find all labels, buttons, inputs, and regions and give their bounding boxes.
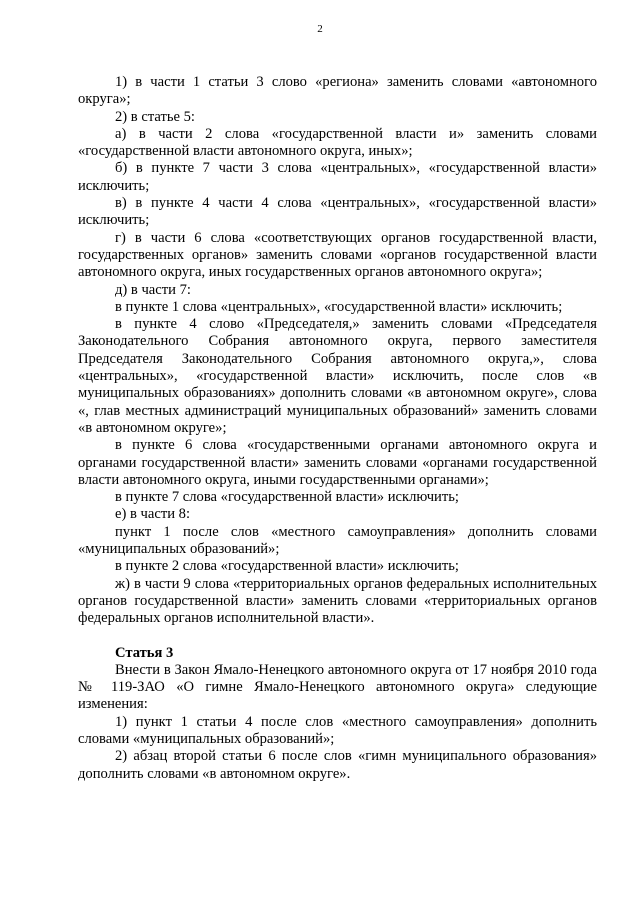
paragraph: 1) пункт 1 статьи 4 после слов «местного самоуправления» дополнить словами «муниципальных образований»; (78, 713, 597, 747)
document-body (78, 74, 597, 783)
paragraph: д) в части 7: (115, 281, 191, 298)
paragraph: 1) в части 1 статьи 3 слово «региона» заменить словами «автономного округа»; (78, 74, 597, 108)
paragraph: Внести в Закон Ямало-Ненецкого автономного округа от 17 ноября 2010 года № 119-ЗАО «О гимне Ямало-Ненецкого автономного округа» следующие изменения: (78, 661, 597, 713)
section-gap (78, 628, 597, 645)
page-number: 2 (317, 23, 323, 35)
paragraph: в пункте 2 слова «государственной власти» исключить; (115, 558, 459, 575)
paragraph: 2) абзац второй статьи 6 после слов «гимн муниципального образования» дополнить словами «в автономном округе». (78, 748, 597, 782)
article-2-amendments (78, 74, 597, 628)
paragraph: 2) в статье 5: (115, 108, 195, 125)
paragraph: в пункте 6 слова «государственными органами автономного округа и органами государственной власти» заменить словами «органами государственной власти автономного округа, иными государственными органами»; (78, 437, 597, 488)
paragraph: в пункте 4 слово «Председателя,» заменить словами «Председателя Законодательного Собрания автономного округа, первого заместителя Председателя Законодательного Собрания автономного округа,», слова «центральных», «государственной власти» исключить, после слов «в муниципальных образованиях» дополнить словами «в автономном округе», слова «, глав местных администраций муниципальных образований» заменить словами «в автономном округе»; (78, 316, 597, 436)
paragraph: в пункте 7 слова «государственной власти» исключить; (115, 489, 459, 506)
paragraph: г) в части 6 слова «соответствующих органов государственной власти, государственных органов» заменить словами «органов государственной власти автономного округа, иных государственных органов автономного округа»; (78, 229, 597, 281)
article-3-amendments (78, 662, 597, 783)
paragraph: б) в пункте 7 части 3 слова «центральных», «государственной власти» исключить; (78, 160, 597, 194)
paragraph: ж) в части 9 слова «территориальных органов федеральных исполнительных органов государственной власти» заменить словами «территориальных органов федеральных органов исполнительной власти». (78, 575, 597, 627)
paragraph: а) в части 2 слова «государственной власти и» заменить словами «государственной власти автономного округа, иных»; (78, 125, 597, 160)
article-heading: Статья 3 (115, 644, 174, 661)
paragraph: в пункте 1 слова «центральных», «государственной власти» исключить; (115, 298, 563, 315)
paragraph: в) в пункте 4 части 4 слова «центральных», «государственной власти» исключить; (78, 195, 597, 229)
paragraph: е) в части 8: (115, 506, 191, 523)
paragraph: пункт 1 после слов «местного самоуправления» дополнить словами «муниципальных образований»; (78, 523, 597, 558)
